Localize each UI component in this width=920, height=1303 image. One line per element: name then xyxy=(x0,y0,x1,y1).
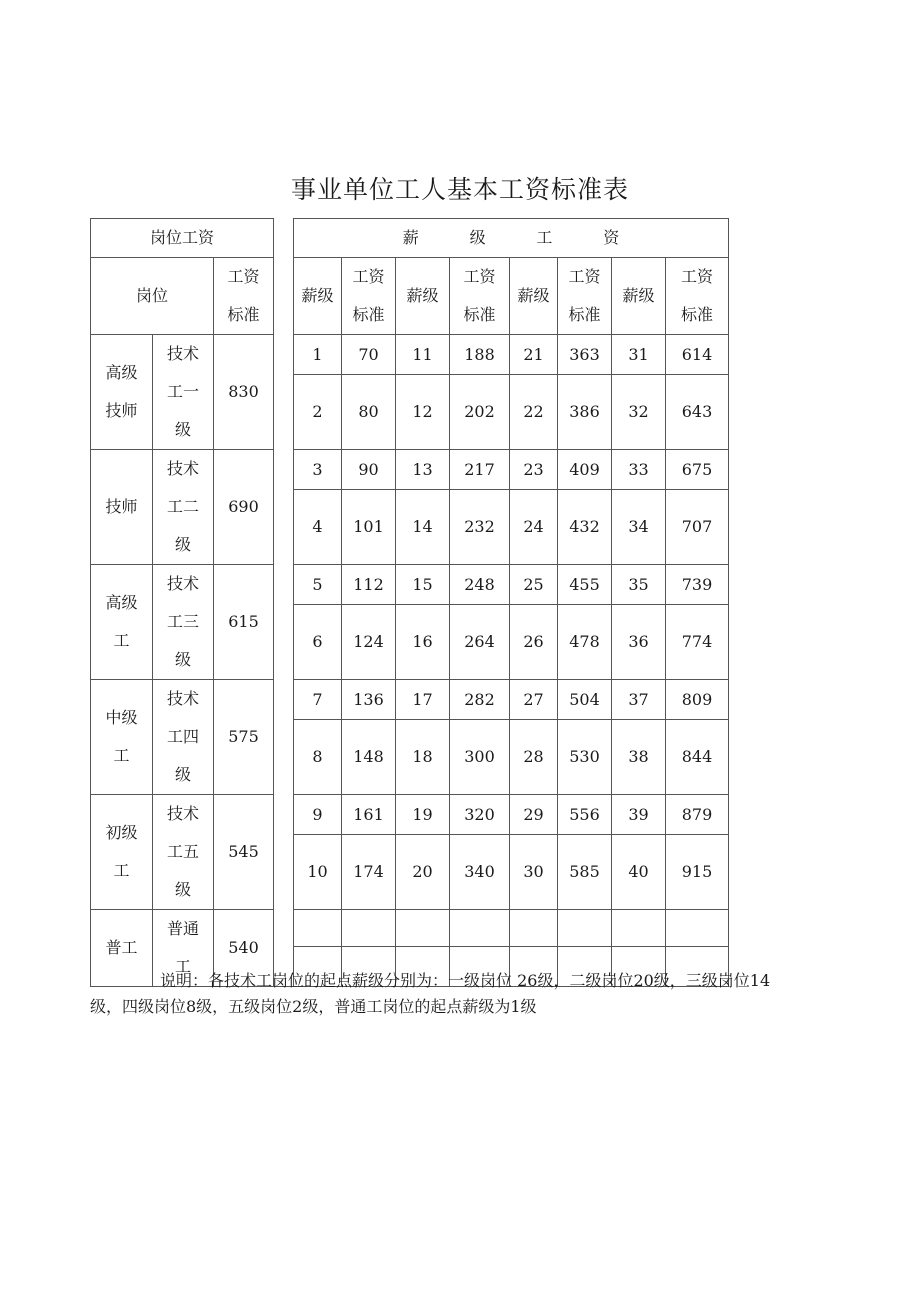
post-rank-text: 高级 xyxy=(105,363,138,382)
grade-cell: 12 xyxy=(396,375,450,450)
post-level-text: 工四 xyxy=(166,727,199,746)
grade-cell: 2 xyxy=(294,375,342,450)
wage-standard-header xyxy=(214,258,274,335)
grade-wage-standard-header-line1: 工资 xyxy=(568,267,601,286)
grade-wage-cell: 504 xyxy=(558,680,612,720)
grade-wage-cell: 675 xyxy=(666,450,729,490)
post-level-cell xyxy=(153,565,214,680)
grade-cell: 7 xyxy=(294,680,342,720)
wage-standard-header-line1: 工资 xyxy=(227,267,260,286)
post-wage-cell: 575 xyxy=(214,680,274,795)
grade-wage-standard-header-line2: 标准 xyxy=(352,305,385,324)
grade-wage-cell xyxy=(666,910,729,947)
grade-wage-cell xyxy=(450,910,510,947)
grade-header: 薪级 xyxy=(294,258,342,335)
grade-wage-cell: 530 xyxy=(558,720,612,795)
grade-wage-cell: 188 xyxy=(450,335,510,375)
grade-cell: 36 xyxy=(612,605,666,680)
grade-cell: 37 xyxy=(612,680,666,720)
grade-cell: 24 xyxy=(510,490,558,565)
grade-cell: 33 xyxy=(612,450,666,490)
grade-wage-cell: 432 xyxy=(558,490,612,565)
grade-cell: 13 xyxy=(396,450,450,490)
post-rank-text: 工 xyxy=(113,861,130,880)
post-level-cell xyxy=(153,335,214,450)
wage-standard-table xyxy=(90,218,729,987)
grade-wage-cell: 879 xyxy=(666,795,729,835)
post-rank-text: 普工 xyxy=(105,938,138,957)
column-gap xyxy=(274,335,294,987)
post-rank-text: 技师 xyxy=(105,401,138,420)
post-level-text: 工二 xyxy=(166,497,199,516)
post-level-text: 技术 xyxy=(166,804,199,823)
grade-header: 薪级 xyxy=(612,258,666,335)
grade-wage-standard-header-line1: 工资 xyxy=(680,267,713,286)
grade-header: 薪级 xyxy=(510,258,558,335)
grade-wage-cell: 101 xyxy=(342,490,396,565)
grade-wage-standard-header-line2: 标准 xyxy=(463,305,496,324)
table-row xyxy=(91,910,729,947)
post-level-text: 工五 xyxy=(166,842,199,861)
grade-wage-standard-header-line2: 标准 xyxy=(568,305,601,324)
grade-wage-cell: 161 xyxy=(342,795,396,835)
post-level-text: 级 xyxy=(174,535,191,554)
grade-cell: 31 xyxy=(612,335,666,375)
grade-wage-cell: 124 xyxy=(342,605,396,680)
post-level-text: 技术 xyxy=(166,459,199,478)
post-level-text: 级 xyxy=(174,765,191,784)
salary-grade-wage-header: 薪 级 工 资 xyxy=(294,219,729,258)
post-level-text: 技术 xyxy=(166,344,199,363)
post-level-text: 工一 xyxy=(166,382,199,401)
grade-wage-standard-header xyxy=(342,258,396,335)
post-rank-cell xyxy=(91,795,153,910)
post-rank-text: 工 xyxy=(113,631,130,650)
table-row xyxy=(91,450,729,490)
grade-wage-cell: 232 xyxy=(450,490,510,565)
grade-wage-cell: 556 xyxy=(558,795,612,835)
grade-wage-cell: 707 xyxy=(666,490,729,565)
post-header: 岗位 xyxy=(91,258,214,335)
grade-wage-cell: 80 xyxy=(342,375,396,450)
grade-wage-cell: 363 xyxy=(558,335,612,375)
grade-wage-standard-header-line2: 标准 xyxy=(680,305,713,324)
grade-wage-cell: 455 xyxy=(558,565,612,605)
post-wage-cell: 615 xyxy=(214,565,274,680)
post-rank-text: 高级 xyxy=(105,593,138,612)
grade-cell: 40 xyxy=(612,835,666,910)
wage-standard-header-line2: 标准 xyxy=(227,305,260,324)
grade-cell: 16 xyxy=(396,605,450,680)
table-row xyxy=(91,795,729,835)
post-level-text: 普通 xyxy=(166,919,199,938)
grade-cell: 39 xyxy=(612,795,666,835)
post-rank-text: 工 xyxy=(113,746,130,765)
post-level-cell xyxy=(153,450,214,565)
grade-wage-cell: 915 xyxy=(666,835,729,910)
grade-cell: 38 xyxy=(612,720,666,795)
grade-cell: 18 xyxy=(396,720,450,795)
post-level-text: 技术 xyxy=(166,574,199,593)
post-level-text: 级 xyxy=(174,420,191,439)
grade-wage-cell: 112 xyxy=(342,565,396,605)
post-wage-cell: 690 xyxy=(214,450,274,565)
grade-cell: 30 xyxy=(510,835,558,910)
grade-wage-cell: 844 xyxy=(666,720,729,795)
grade-cell: 15 xyxy=(396,565,450,605)
post-rank-cell xyxy=(91,450,153,565)
note-text: 说明：各技术工岗位的起点薪级分别为：一级岗位 26级，二级岗位20级，三级岗位14级，四级岗位8级，五级岗位2级，普通工岗位的起点薪级为1级 xyxy=(90,971,771,1016)
grade-wage-cell xyxy=(558,910,612,947)
table-row xyxy=(91,680,729,720)
page-title: 事业单位工人基本工资标准表 xyxy=(290,175,629,204)
grade-cell: 21 xyxy=(510,335,558,375)
grade-wage-cell xyxy=(342,910,396,947)
grade-wage-cell: 643 xyxy=(666,375,729,450)
grade-cell xyxy=(396,910,450,947)
grade-wage-cell: 174 xyxy=(342,835,396,910)
grade-cell: 29 xyxy=(510,795,558,835)
grade-wage-cell: 809 xyxy=(666,680,729,720)
grade-wage-standard-header xyxy=(666,258,729,335)
table-row xyxy=(91,335,729,375)
grade-wage-cell: 148 xyxy=(342,720,396,795)
post-level-text: 工三 xyxy=(166,612,199,631)
grade-cell xyxy=(612,910,666,947)
grade-cell: 3 xyxy=(294,450,342,490)
grade-cell: 32 xyxy=(612,375,666,450)
grade-cell: 10 xyxy=(294,835,342,910)
grade-cell xyxy=(510,910,558,947)
grade-header: 薪级 xyxy=(396,258,450,335)
grade-cell: 22 xyxy=(510,375,558,450)
grade-wage-cell: 136 xyxy=(342,680,396,720)
post-level-text: 技术 xyxy=(166,689,199,708)
grade-wage-standard-header-line1: 工资 xyxy=(352,267,385,286)
post-rank-text: 初级 xyxy=(105,823,138,842)
grade-wage-cell: 217 xyxy=(450,450,510,490)
grade-wage-cell: 614 xyxy=(666,335,729,375)
grade-cell: 19 xyxy=(396,795,450,835)
grade-cell: 11 xyxy=(396,335,450,375)
grade-wage-cell: 478 xyxy=(558,605,612,680)
grade-wage-cell: 70 xyxy=(342,335,396,375)
grade-cell: 5 xyxy=(294,565,342,605)
grade-cell: 1 xyxy=(294,335,342,375)
grade-wage-cell: 774 xyxy=(666,605,729,680)
grade-cell: 14 xyxy=(396,490,450,565)
post-rank-cell xyxy=(91,335,153,450)
post-level-text: 级 xyxy=(174,880,191,899)
grade-wage-cell: 90 xyxy=(342,450,396,490)
grade-wage-cell: 300 xyxy=(450,720,510,795)
post-level-cell xyxy=(153,680,214,795)
grade-cell: 25 xyxy=(510,565,558,605)
grade-wage-cell: 320 xyxy=(450,795,510,835)
grade-cell: 9 xyxy=(294,795,342,835)
post-rank-text: 技师 xyxy=(105,497,138,516)
post-level-text: 工 xyxy=(174,957,191,976)
grade-cell: 23 xyxy=(510,450,558,490)
grade-wage-cell: 386 xyxy=(558,375,612,450)
grade-cell: 4 xyxy=(294,490,342,565)
grade-cell: 20 xyxy=(396,835,450,910)
grade-wage-cell: 739 xyxy=(666,565,729,605)
grade-cell: 26 xyxy=(510,605,558,680)
grade-cell: 34 xyxy=(612,490,666,565)
post-level-text: 级 xyxy=(174,650,191,669)
grade-wage-cell: 585 xyxy=(558,835,612,910)
column-gap xyxy=(274,219,294,335)
grade-cell: 17 xyxy=(396,680,450,720)
grade-wage-cell: 202 xyxy=(450,375,510,450)
grade-wage-standard-header-line1: 工资 xyxy=(463,267,496,286)
post-wage-cell: 830 xyxy=(214,335,274,450)
grade-wage-standard-header xyxy=(558,258,612,335)
grade-cell xyxy=(294,910,342,947)
grade-cell: 8 xyxy=(294,720,342,795)
grade-wage-cell: 264 xyxy=(450,605,510,680)
post-wage-header: 岗位工资 xyxy=(91,219,274,258)
grade-wage-cell: 409 xyxy=(558,450,612,490)
post-wage-cell: 545 xyxy=(214,795,274,910)
grade-wage-cell: 340 xyxy=(450,835,510,910)
grade-wage-standard-header xyxy=(450,258,510,335)
grade-wage-cell: 248 xyxy=(450,565,510,605)
post-rank-text: 中级 xyxy=(105,708,138,727)
post-rank-cell xyxy=(91,565,153,680)
grade-cell: 35 xyxy=(612,565,666,605)
grade-wage-cell: 282 xyxy=(450,680,510,720)
grade-cell: 27 xyxy=(510,680,558,720)
grade-cell: 28 xyxy=(510,720,558,795)
table-row xyxy=(91,565,729,605)
post-level-cell xyxy=(153,795,214,910)
post-rank-cell xyxy=(91,680,153,795)
post-wage-cell: 540 xyxy=(214,910,274,987)
grade-cell: 6 xyxy=(294,605,342,680)
